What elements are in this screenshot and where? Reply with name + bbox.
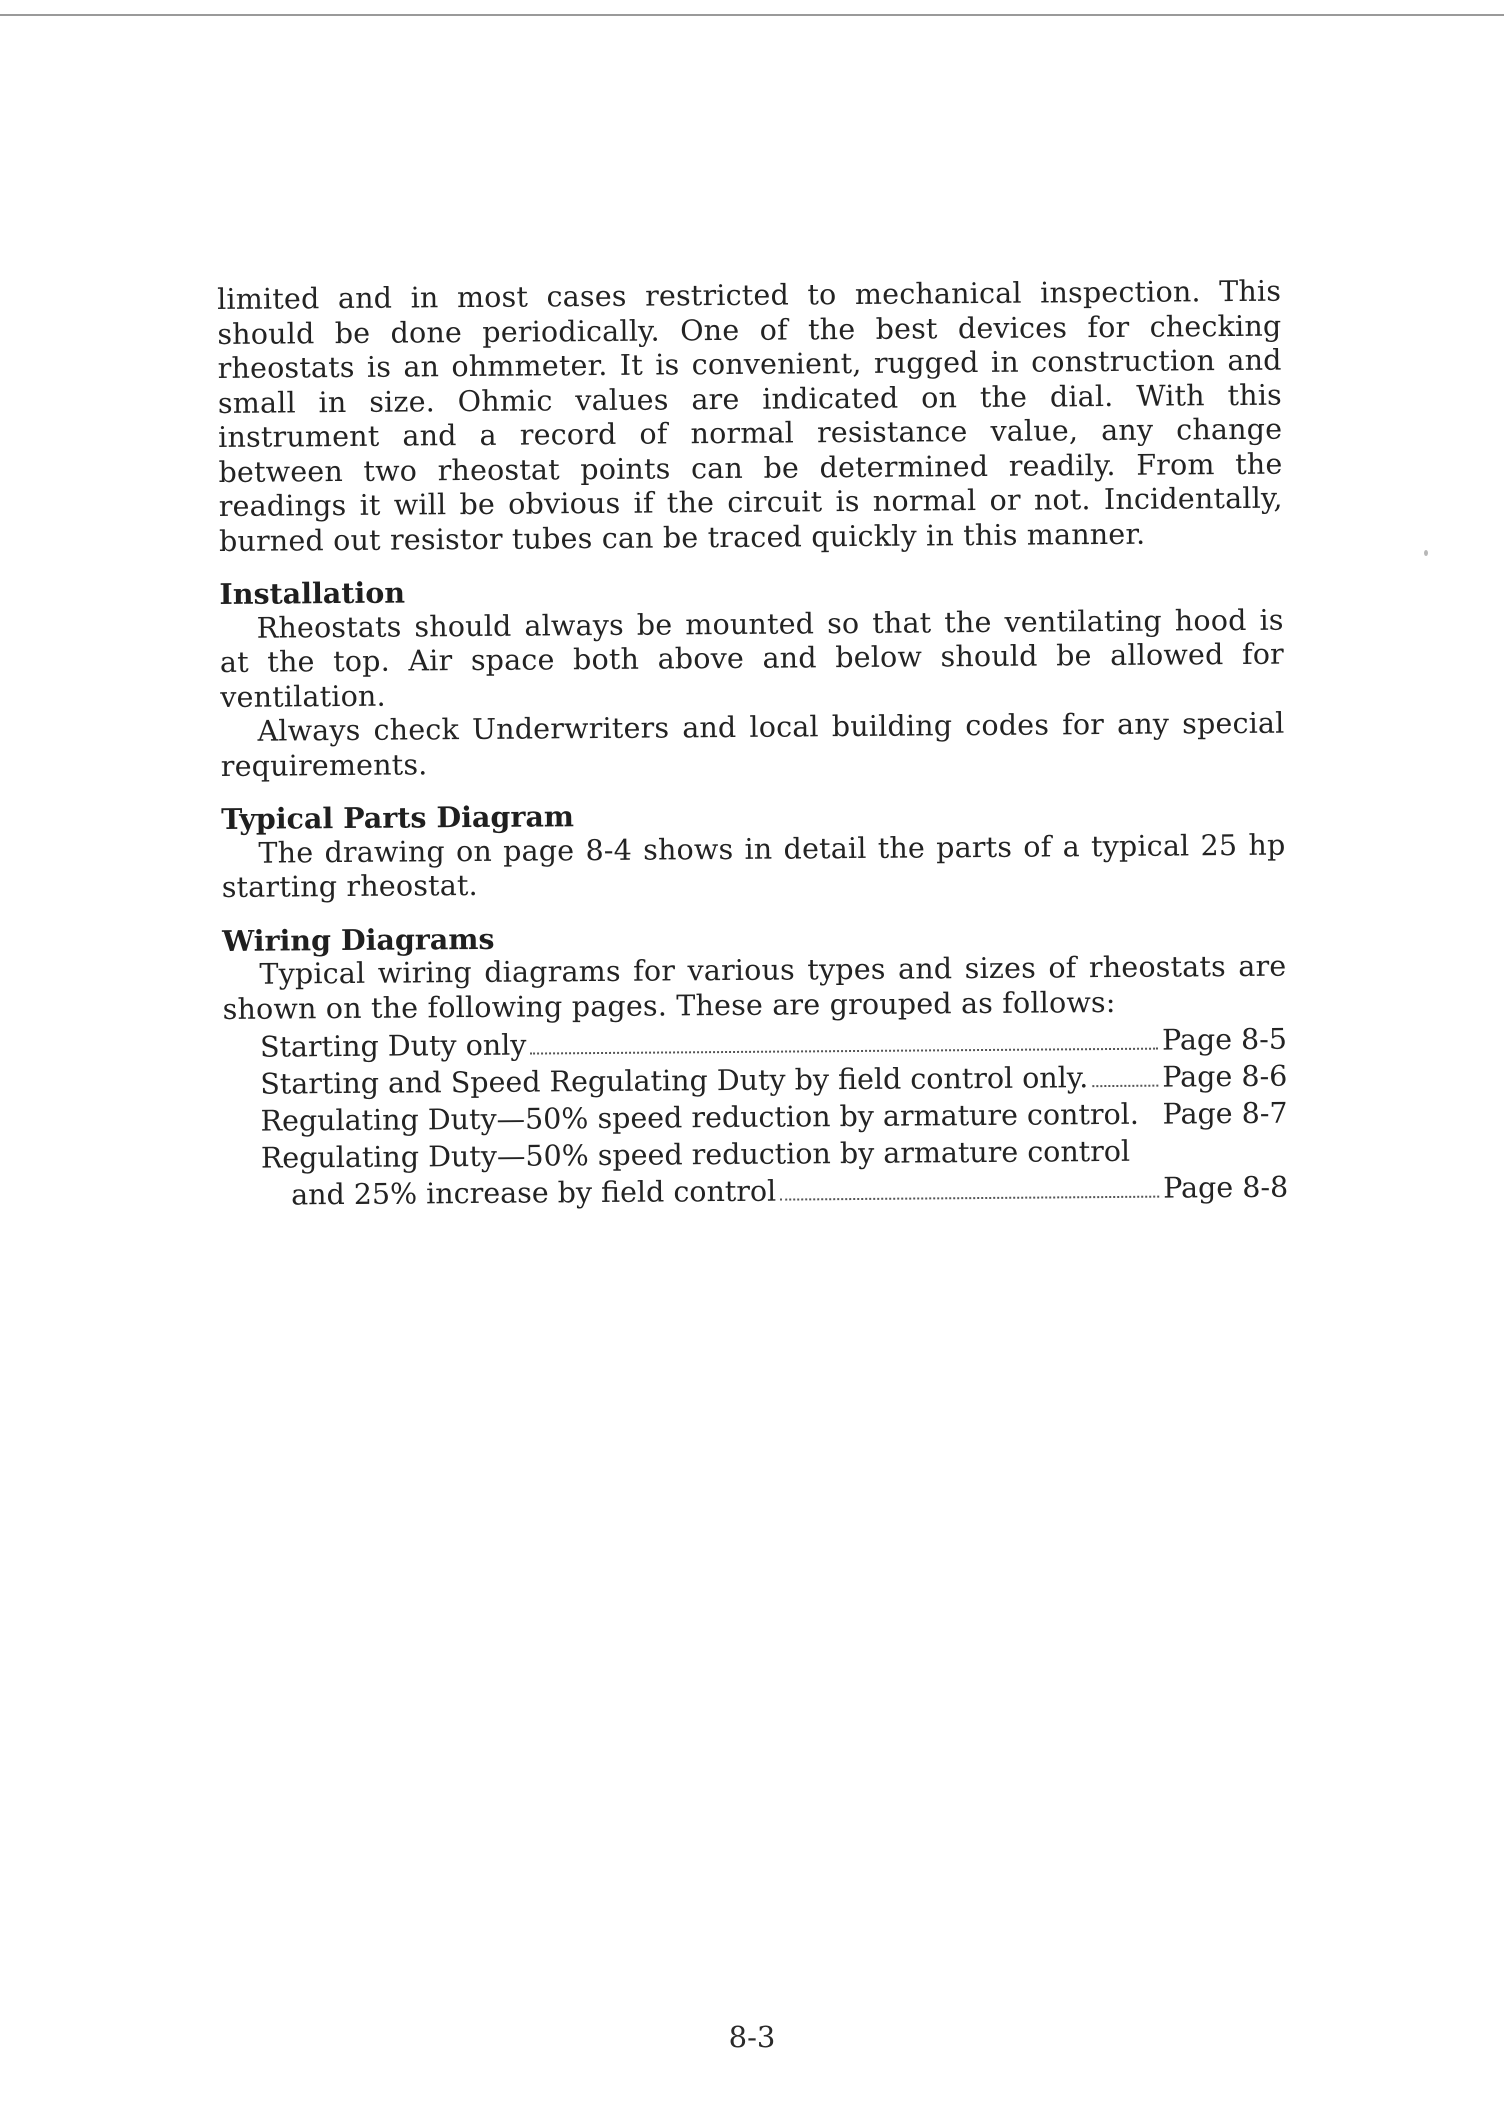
wiring-diagram-index (223, 1021, 1288, 1214)
wiring-diagrams-section (222, 915, 1288, 1214)
index-entry-second-line (261, 1169, 1288, 1214)
paper-speck (1424, 550, 1428, 556)
index-entry-label: Starting Duty only (259, 1028, 527, 1064)
parts-diagram-paragraph: The drawing on page 8-4 shows in detail the parts of a typical 25 hp starting rheostat. (221, 828, 1286, 904)
parts-diagram-heading: Typical Parts Diagram (221, 799, 575, 836)
installation-section (219, 569, 1285, 784)
installation-heading: Installation (219, 575, 406, 611)
index-entry-page: Page 8-8 (1163, 1170, 1289, 1205)
index-entry-label: Regulating Duty—50% speed reduction by armature control. (260, 1097, 1139, 1138)
page-number: 8-3 (728, 2020, 776, 2054)
dot-leader (530, 1048, 1158, 1055)
dot-leader (1143, 1122, 1159, 1124)
index-entry-page: Page 8-6 (1162, 1059, 1288, 1094)
text-column (217, 275, 1288, 1214)
wiring-diagrams-heading: Wiring Diagrams (222, 921, 495, 958)
dot-leader (780, 1196, 1159, 1201)
index-entry-label: Regulating Duty—50% speed reduction by armature control (260, 1134, 1131, 1175)
index-entry (224, 1132, 1289, 1214)
page-top-edge-rule (0, 14, 1504, 16)
installation-paragraph-2: Always check Underwriters and local building codes for any special requirements. (220, 706, 1285, 783)
parts-diagram-section (221, 794, 1286, 906)
index-entry-label: Starting and Speed Regulating Duty by field control only. (260, 1061, 1089, 1101)
wiring-diagrams-paragraph: Typical wiring diagrams for various types and sizes of rheostats are shown on the following pages. These are grouped as follows: (222, 949, 1287, 1026)
dot-leader (1092, 1085, 1158, 1088)
intro-paragraph: limited and in most cases restricted to mechanical inspection. This should be done periodically. One of the best devices for checking rheostats is an ohmmeter. It is convenient, rugged in construction and small in size. Ohmic values are indicated on the dial. With this instrument and a record of normal resistance value, any change between two rheostat points can be determined readily. From the readings it will be obvious if the circuit is normal or not. Incidentally, burned out resistor tubes can be traced quickly in this manner. (217, 274, 1283, 558)
installation-paragraph-1: Rheostats should always be mounted so that the ventilating hood is at the top. Air space both above and below should be allowed for ventilation. (219, 603, 1285, 714)
index-entry-page: Page 8-7 (1162, 1096, 1288, 1131)
index-entry-page: Page 8-5 (1161, 1022, 1288, 1057)
index-entry-label-continued: and 25% increase by field control (291, 1174, 777, 1212)
